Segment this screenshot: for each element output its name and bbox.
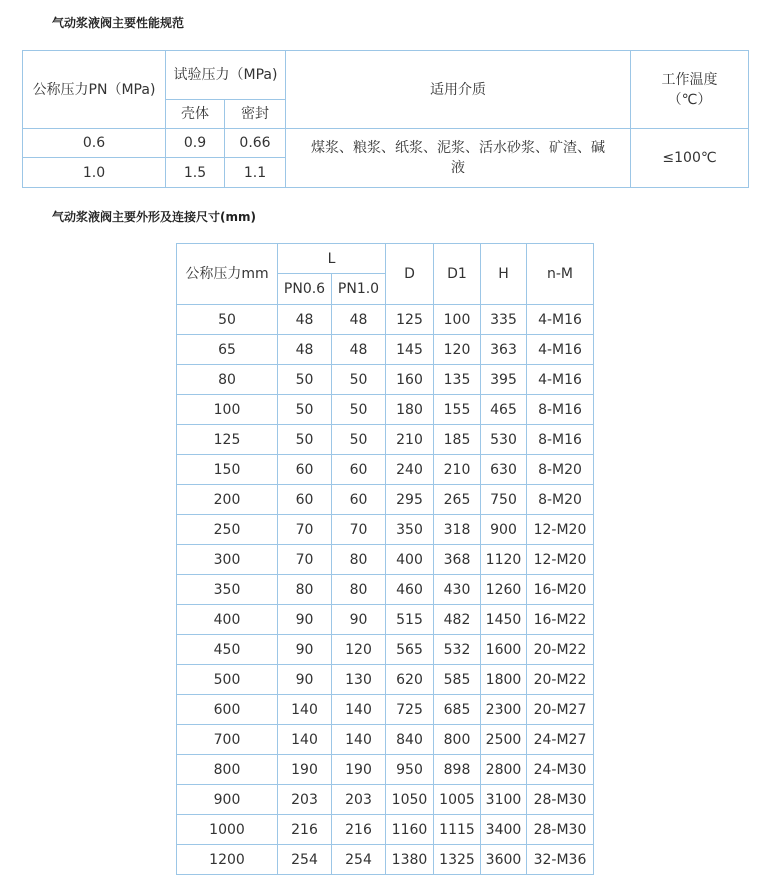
l-pn06-cell: 190 (278, 755, 332, 785)
bolt-spec-cell: 24-M27 (527, 725, 594, 755)
d1-cell: 1005 (434, 785, 481, 815)
d1-cell: 685 (434, 695, 481, 725)
h-cell: 395 (481, 365, 527, 395)
table-row (177, 815, 594, 845)
dimensions-table-body (177, 305, 594, 875)
table-row (177, 575, 594, 605)
table-row (177, 785, 594, 815)
d-cell: 145 (386, 335, 434, 365)
nominal-size-cell: 80 (177, 365, 278, 395)
bolt-spec-cell: 8-M20 (527, 485, 594, 515)
d-cell: 460 (386, 575, 434, 605)
bolt-spec-cell: 20-M27 (527, 695, 594, 725)
d1-cell: 120 (434, 335, 481, 365)
bolt-spec-cell: 4-M16 (527, 365, 594, 395)
bolt-spec-cell: 20-M22 (527, 665, 594, 695)
bolt-spec-cell: 20-M22 (527, 635, 594, 665)
nominal-size-cell: 300 (177, 545, 278, 575)
d-cell: 400 (386, 545, 434, 575)
bolt-spec-cell: 28-M30 (527, 785, 594, 815)
l-pn06-cell: 216 (278, 815, 332, 845)
d1-cell: 318 (434, 515, 481, 545)
h-cell: 1600 (481, 635, 527, 665)
shell-cell: 0.9 (166, 129, 225, 158)
l-pn10-cell: 50 (332, 395, 386, 425)
d1-cell: 100 (434, 305, 481, 335)
l-pn10-cell: 50 (332, 425, 386, 455)
d1-cell: 430 (434, 575, 481, 605)
d-cell: 180 (386, 395, 434, 425)
d1-cell: 185 (434, 425, 481, 455)
seal-header: 密封 (225, 100, 286, 129)
length-header: L (278, 244, 386, 274)
test-pressure-header: 试验压力（MPa) (166, 51, 286, 100)
bolt-spec-header: n-M (527, 244, 594, 305)
d-cell: 350 (386, 515, 434, 545)
shell-header: 壳体 (166, 100, 225, 129)
d-cell: 725 (386, 695, 434, 725)
l-pn06-cell: 48 (278, 335, 332, 365)
nominal-size-cell: 700 (177, 725, 278, 755)
d-cell: 160 (386, 365, 434, 395)
l-pn10-cell: 203 (332, 785, 386, 815)
d-cell: 565 (386, 635, 434, 665)
pn06-header: PN0.6 (278, 274, 332, 305)
h-cell: 750 (481, 485, 527, 515)
shell-cell: 1.5 (166, 158, 225, 188)
l-pn06-cell: 254 (278, 845, 332, 875)
nominal-size-cell: 1200 (177, 845, 278, 875)
h-cell: 3400 (481, 815, 527, 845)
d-cell: 1160 (386, 815, 434, 845)
d-cell: 1380 (386, 845, 434, 875)
d1-cell: 265 (434, 485, 481, 515)
medium-cell: 煤浆、粮浆、纸浆、泥浆、活水砂浆、矿渣、碱液 (286, 129, 631, 188)
l-pn10-cell: 80 (332, 545, 386, 575)
nominal-size-cell: 900 (177, 785, 278, 815)
h-cell: 530 (481, 425, 527, 455)
l-pn06-cell: 90 (278, 605, 332, 635)
l-pn10-cell: 48 (332, 305, 386, 335)
dimensions-heading: 气动浆液阀主要外形及连接尺寸(mm) (52, 210, 256, 224)
bolt-spec-cell: 12-M20 (527, 515, 594, 545)
h-cell: 1450 (481, 605, 527, 635)
l-pn06-cell: 80 (278, 575, 332, 605)
nominal-pressure-header: 公称压力PN（MPa) (23, 51, 166, 129)
l-pn10-cell: 60 (332, 485, 386, 515)
h-cell: 630 (481, 455, 527, 485)
seal-cell: 0.66 (225, 129, 286, 158)
d-cell: 240 (386, 455, 434, 485)
d1-cell: 155 (434, 395, 481, 425)
l-pn10-cell: 48 (332, 335, 386, 365)
nominal-size-header: 公称压力mm (177, 244, 278, 305)
l-pn06-cell: 203 (278, 785, 332, 815)
l-pn10-cell: 254 (332, 845, 386, 875)
l-pn06-cell: 70 (278, 545, 332, 575)
h-cell: 363 (481, 335, 527, 365)
h-cell: 3100 (481, 785, 527, 815)
pn-cell: 1.0 (23, 158, 166, 188)
l-pn06-cell: 90 (278, 665, 332, 695)
seal-cell: 1.1 (225, 158, 286, 188)
l-pn10-cell: 50 (332, 365, 386, 395)
dimensions-table (176, 243, 594, 875)
h-cell: 335 (481, 305, 527, 335)
h-cell: 2800 (481, 755, 527, 785)
nominal-size-cell: 350 (177, 575, 278, 605)
performance-spec-heading: 气动浆液阀主要性能规范 (52, 16, 185, 30)
nominal-size-cell: 1000 (177, 815, 278, 845)
l-pn06-cell: 50 (278, 365, 332, 395)
table-row (177, 695, 594, 725)
table-row (177, 545, 594, 575)
bolt-spec-cell: 24-M30 (527, 755, 594, 785)
medium-header: 适用介质 (286, 51, 631, 129)
d-cell: 950 (386, 755, 434, 785)
l-pn10-cell: 216 (332, 815, 386, 845)
l-pn06-cell: 70 (278, 515, 332, 545)
d-cell: 210 (386, 425, 434, 455)
bolt-spec-cell: 16-M20 (527, 575, 594, 605)
d1-cell: 898 (434, 755, 481, 785)
l-pn10-cell: 120 (332, 635, 386, 665)
d-cell: 295 (386, 485, 434, 515)
nominal-size-cell: 200 (177, 485, 278, 515)
l-pn06-cell: 140 (278, 725, 332, 755)
nominal-size-cell: 100 (177, 395, 278, 425)
l-pn10-cell: 130 (332, 665, 386, 695)
d1-header: D1 (434, 244, 481, 305)
table-row (177, 845, 594, 875)
h-cell: 1120 (481, 545, 527, 575)
d1-cell: 482 (434, 605, 481, 635)
l-pn10-cell: 140 (332, 725, 386, 755)
table-row (177, 755, 594, 785)
nominal-size-cell: 450 (177, 635, 278, 665)
table-row (177, 335, 594, 365)
bolt-spec-cell: 4-M16 (527, 335, 594, 365)
h-cell: 2300 (481, 695, 527, 725)
h-cell: 2500 (481, 725, 527, 755)
d-cell: 515 (386, 605, 434, 635)
h-cell: 1800 (481, 665, 527, 695)
table-row (177, 665, 594, 695)
nominal-size-cell: 50 (177, 305, 278, 335)
l-pn06-cell: 48 (278, 305, 332, 335)
l-pn10-cell: 190 (332, 755, 386, 785)
d-cell: 1050 (386, 785, 434, 815)
performance-spec-table (22, 50, 749, 188)
nominal-size-cell: 250 (177, 515, 278, 545)
d-cell: 840 (386, 725, 434, 755)
nominal-size-cell: 150 (177, 455, 278, 485)
table-row (177, 515, 594, 545)
bolt-spec-cell: 8-M20 (527, 455, 594, 485)
l-pn06-cell: 60 (278, 455, 332, 485)
bolt-spec-cell: 4-M16 (527, 305, 594, 335)
table-row (177, 425, 594, 455)
d1-cell: 585 (434, 665, 481, 695)
h-header: H (481, 244, 527, 305)
table-row (177, 725, 594, 755)
l-pn06-cell: 60 (278, 485, 332, 515)
table-row (177, 635, 594, 665)
bolt-spec-cell: 12-M20 (527, 545, 594, 575)
bolt-spec-cell: 28-M30 (527, 815, 594, 845)
d1-cell: 210 (434, 455, 481, 485)
l-pn06-cell: 140 (278, 695, 332, 725)
h-cell: 1260 (481, 575, 527, 605)
bolt-spec-cell: 16-M22 (527, 605, 594, 635)
nominal-size-cell: 600 (177, 695, 278, 725)
l-pn10-cell: 140 (332, 695, 386, 725)
bolt-spec-cell: 32-M36 (527, 845, 594, 875)
temperature-cell: ≤100℃ (631, 129, 749, 188)
l-pn10-cell: 60 (332, 455, 386, 485)
d1-cell: 1325 (434, 845, 481, 875)
l-pn10-cell: 70 (332, 515, 386, 545)
d-cell: 620 (386, 665, 434, 695)
h-cell: 465 (481, 395, 527, 425)
l-pn06-cell: 50 (278, 395, 332, 425)
l-pn10-cell: 80 (332, 575, 386, 605)
nominal-size-cell: 400 (177, 605, 278, 635)
h-cell: 3600 (481, 845, 527, 875)
d1-cell: 532 (434, 635, 481, 665)
table-row (177, 605, 594, 635)
h-cell: 900 (481, 515, 527, 545)
d1-cell: 1115 (434, 815, 481, 845)
table-row (177, 305, 594, 335)
l-pn06-cell: 50 (278, 425, 332, 455)
d1-cell: 135 (434, 365, 481, 395)
temperature-header: 工作温度（℃） (631, 51, 749, 129)
d-cell: 125 (386, 305, 434, 335)
nominal-size-cell: 500 (177, 665, 278, 695)
table-row (177, 365, 594, 395)
nominal-size-cell: 800 (177, 755, 278, 785)
bolt-spec-cell: 8-M16 (527, 425, 594, 455)
pn-cell: 0.6 (23, 129, 166, 158)
table-row (177, 395, 594, 425)
d-header: D (386, 244, 434, 305)
table-row (177, 485, 594, 515)
nominal-size-cell: 65 (177, 335, 278, 365)
bolt-spec-cell: 8-M16 (527, 395, 594, 425)
pn10-header: PN1.0 (332, 274, 386, 305)
nominal-size-cell: 125 (177, 425, 278, 455)
table-row (177, 455, 594, 485)
d1-cell: 800 (434, 725, 481, 755)
l-pn10-cell: 90 (332, 605, 386, 635)
l-pn06-cell: 90 (278, 635, 332, 665)
d1-cell: 368 (434, 545, 481, 575)
